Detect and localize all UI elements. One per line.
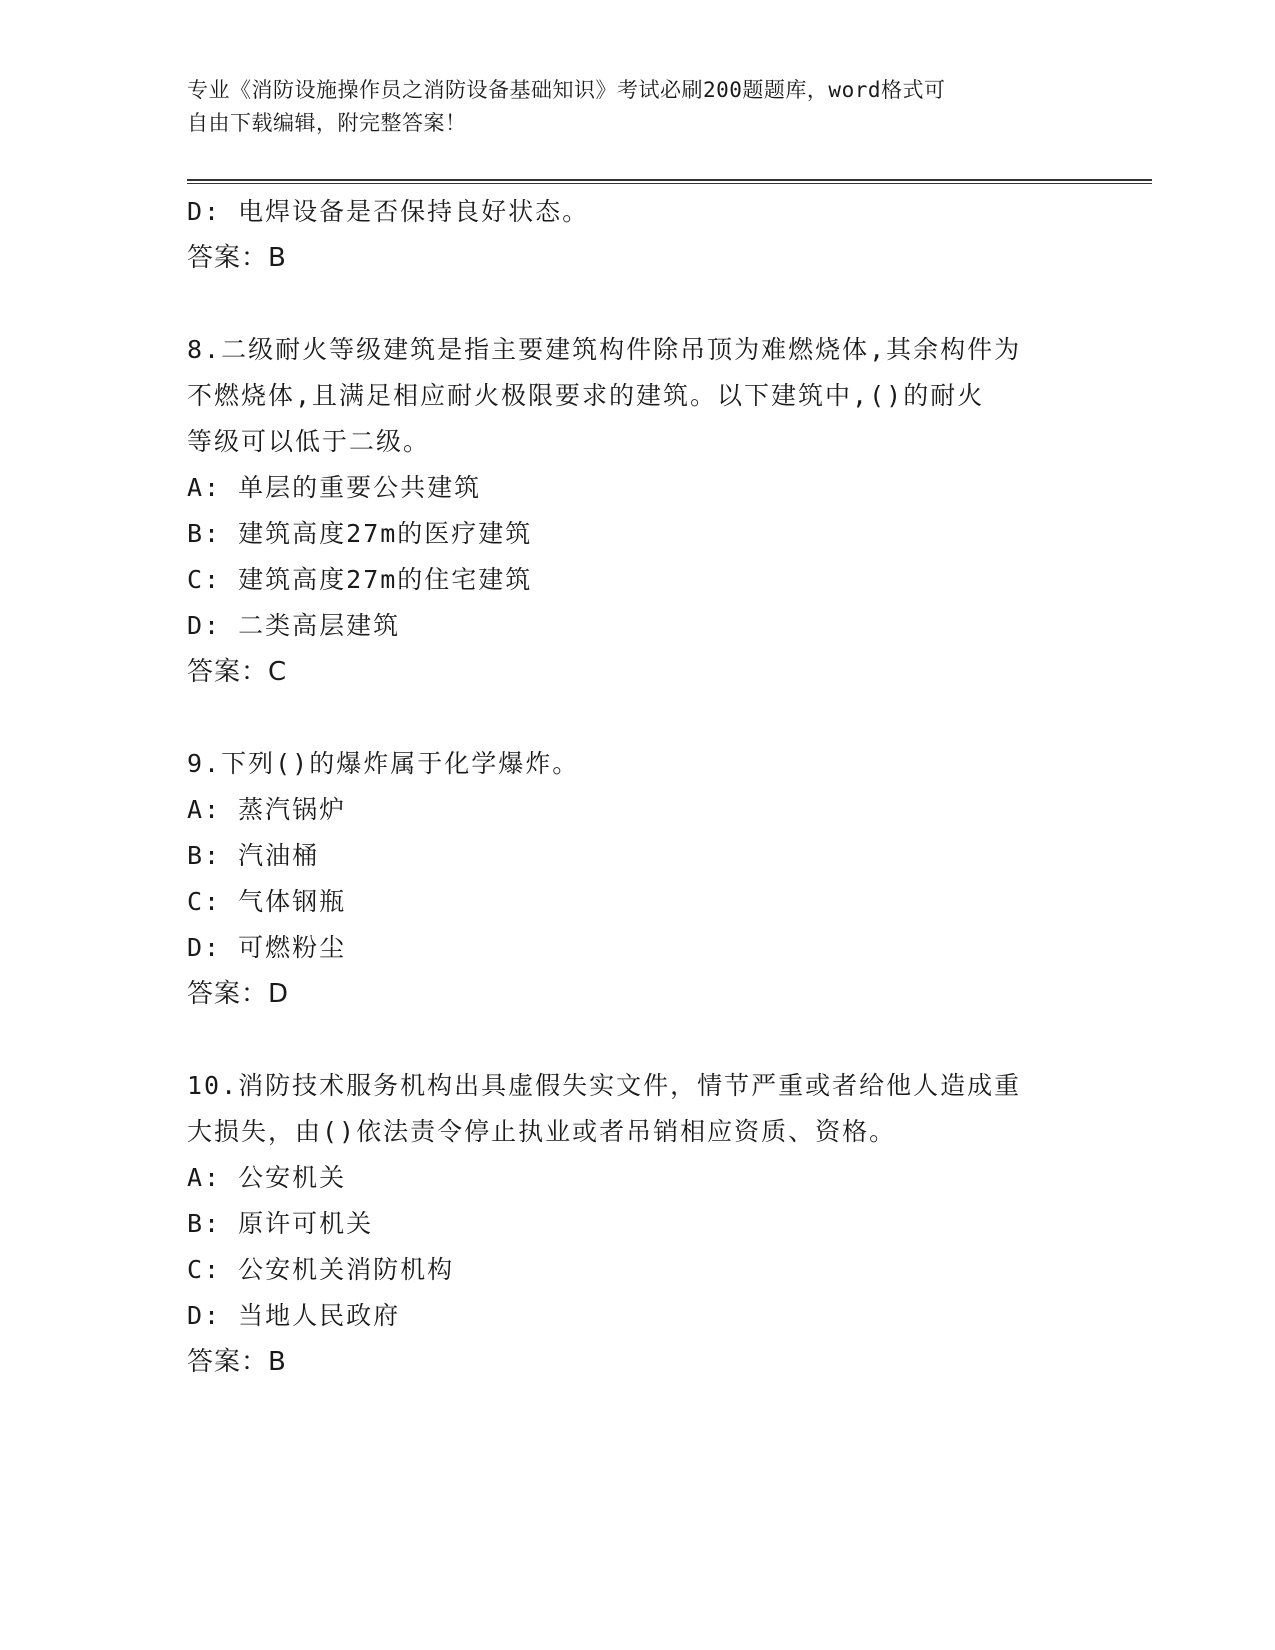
question-stem-line: 9.下列()的爆炸属于化学爆炸。	[187, 749, 580, 778]
option-d: D: 可燃粉尘	[187, 933, 347, 962]
answer-label: 答案：B	[187, 243, 287, 273]
question-stem-line: 不燃烧体,且满足相应耐火极限要求的建筑。以下建筑中,()的耐火	[187, 381, 985, 410]
option-b: B: 原许可机关	[187, 1209, 374, 1238]
header-divider-thick	[187, 179, 1152, 181]
option-a: A: 蒸汽锅炉	[187, 795, 347, 824]
question-10	[187, 1063, 1087, 1385]
question-list	[187, 189, 1087, 1385]
option-a: A: 公安机关	[187, 1163, 347, 1192]
option-c: C: 建筑高度27m的住宅建筑	[187, 565, 533, 594]
option-d: D: 当地人民政府	[187, 1301, 401, 1330]
header-divider-thin	[187, 183, 1152, 184]
option-b: B: 汽油桶	[187, 841, 320, 870]
answer-label: 答案：C	[187, 657, 288, 687]
answer-label: 答案：B	[187, 1347, 287, 1377]
option-c: C: 气体钢瓶	[187, 887, 347, 916]
question-8	[187, 327, 1087, 695]
header-title-line-2: 自由下载编辑，附完整答案！	[187, 111, 467, 135]
option-b: B: 建筑高度27m的医疗建筑	[187, 519, 533, 548]
question-stem-line: 大损失，由()依法责令停止执业或者吊销相应资质、资格。	[187, 1117, 897, 1146]
spacer	[187, 281, 1087, 327]
option-d: D: 电焊设备是否保持良好状态。	[187, 197, 590, 226]
option-a: A: 单层的重要公共建筑	[187, 473, 482, 502]
question-stem-line: 等级可以低于二级。	[187, 427, 431, 456]
spacer	[187, 695, 1087, 741]
question-stem-line: 8.二级耐火等级建筑是指主要建筑构件除吊顶为难燃烧体,其余构件为	[187, 335, 1022, 364]
question-9	[187, 741, 1087, 1017]
document-header	[187, 74, 1067, 140]
option-c: C: 公安机关消防机构	[187, 1255, 455, 1284]
option-d: D: 二类高层建筑	[187, 611, 401, 640]
question-stem-line: 10.消防技术服务机构出具虚假失实文件，情节严重或者给他人造成重	[187, 1071, 1022, 1100]
answer-label: 答案：D	[187, 979, 290, 1009]
header-title-line-1: 专业《消防设施操作员之消防设备基础知识》考试必刷200题题库，word格式可	[187, 78, 946, 102]
spacer	[187, 1017, 1087, 1063]
